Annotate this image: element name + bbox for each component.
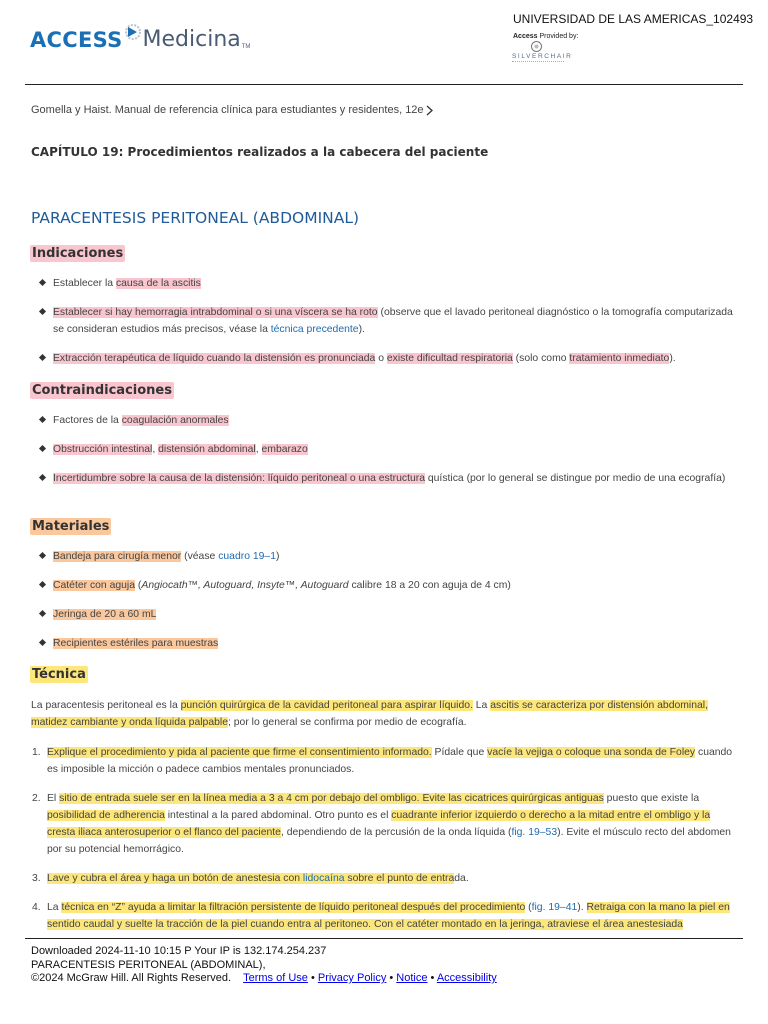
accessibility-link[interactable]: Accessibility <box>436 972 497 984</box>
list-item: Establecer si hay hemorragia intrabdominal o si una víscera se ha roto (observe que el lavado peritoneal diagnóstico o la tomografía computarizada se consideran estudios más precisos, véase la técnica precedente). <box>53 304 733 338</box>
list-item: Factores de la coagulación anormales <box>53 412 733 429</box>
list-item: Extracción terapéutica de líquido cuando la distensión es pronunciada o existe dificultad respiratoria (solo como tratamiento inmediato). <box>53 350 733 367</box>
heading-materiales: Materiales <box>32 519 110 534</box>
breadcrumb[interactable] <box>31 104 433 116</box>
copyright: ©2024 McGraw Hill. All Rights Reserved. <box>31 972 232 984</box>
fig-19-53-link[interactable]: fig. 19–53 <box>511 827 558 838</box>
logo-access-text: ACCESS <box>30 28 123 52</box>
provider-tagline-divider <box>512 61 564 63</box>
provider-name: SILVERCHAIR <box>512 53 573 60</box>
step-item: 1. Explique el procedimiento y pida al paciente que firme el consentimiento informado. Pídale que vacíe la vejiga o coloque una sonda de Foley cuando es imposible la micción o padece cambios mentales pronunciados. <box>32 747 733 775</box>
provided-by-access: Access <box>513 33 538 40</box>
institution-name: UNIVERSIDAD DE LAS AMERICAS_102493 <box>513 12 754 26</box>
privacy-policy-link[interactable]: Privacy Policy <box>317 972 387 984</box>
list-item: Incertidumbre sobre la causa de la distensión: líquido peritoneal o una estructura quística (por lo general se distingue por medio de una ecografía) <box>53 470 733 487</box>
provided-by-text: Provided by: <box>537 33 579 40</box>
list-item: Recipientes estériles para muestras <box>53 635 733 652</box>
list-item: Bandeja para cirugía menor (véase cuadro 19–1) <box>53 548 733 565</box>
site-header <box>0 0 768 85</box>
logo-medicina-text: Medicina <box>142 27 241 52</box>
step-item: 4. La técnica en “Z” ayuda a limitar la filtración persistente de líquido peritoneal después del procedimiento (fig. 19–41). Retraiga con la mano la piel en sentido caudal y suelte la tracción de la piel cuando entra al peritoneo. Con el catéter montado en la jeringa, atraviese el área anestesiada <box>32 902 730 930</box>
fig-19-41-link[interactable]: fig. 19–41 <box>531 902 578 913</box>
download-info: Downloaded 2024-11-10 10:15 P Your IP is 132.174.254.237 <box>31 945 327 957</box>
chevron-right-icon <box>426 105 433 116</box>
tecnica-steps <box>32 744 733 933</box>
step-item: 2. El sitio de entrada suele ser en la línea media a 3 a 4 cm por debajo del ombligo. Evite las cicatrices quirúrgicas antiguas puesto que existe la posibilidad de adherencia intestinal a la pared abdominal. Otro punto es el cuadrante inferior izquierdo o derecho a la mitad entre el ombligo y la cresta iliaca anterosuperior o el flanco del paciente, dependiendo de la percusión de la onda líquida (fig. 19–53). Evite el músculo recto del abdomen por su potencial hemorrágico. <box>32 793 731 855</box>
breadcrumb-book-title[interactable]: Gomella y Haist. Manual de referencia clínica para estudiantes y residentes, 12e <box>31 104 424 116</box>
list-item: Obstrucción intestinal, distensión abdominal, embarazo <box>53 441 733 458</box>
list-item: Jeringa de 20 a 60 mL <box>53 606 733 623</box>
tecnica-precedente-link[interactable]: técnica precedente <box>270 324 359 335</box>
header-divider <box>25 84 743 85</box>
footer-article-title: PARACENTESIS PERITONEAL (ABDOMINAL), <box>31 958 266 971</box>
lidocaina-link[interactable]: lidocaína <box>302 873 345 884</box>
terms-of-use-link[interactable]: Terms of Use <box>243 972 308 984</box>
tecnica-intro: La paracentesis peritoneal es la punción quirúrgica de la cavidad peritoneal para aspirar líquido. La ascitis se caracteriza por distensión abdominal, matidez cambiante y onda líquida palpable; por lo general se confirma por medio de ecografía. <box>31 700 708 728</box>
list-item: Establecer la causa de la ascitis <box>53 275 733 292</box>
cuadro-19-1-link[interactable]: cuadro 19–1 <box>218 551 276 562</box>
silverchair-badge-icon <box>531 41 542 52</box>
materiales-list <box>53 548 733 652</box>
logo-tm: TM <box>241 44 251 50</box>
contraindicaciones-list <box>53 412 733 487</box>
heading-indicaciones: Indicaciones <box>32 246 124 261</box>
list-item: Catéter con aguja (Angiocath™, Autoguard, Insyte™, Autoguard calibre 18 a 20 con aguja de 4 cm) <box>53 577 733 594</box>
chapter-title: CAPÍTULO 19: Procedimientos realizados a la cabecera del paciente <box>31 145 489 159</box>
notice-link[interactable]: Notice <box>396 972 428 984</box>
footer-divider <box>25 938 743 939</box>
footer-links-row: ©2024 McGraw Hill. All Rights Reserved. Terms of Use • Privacy Policy • Notice • Accessibility <box>31 972 497 984</box>
logo-gear-icon <box>124 20 142 52</box>
page-footer <box>31 945 497 986</box>
heading-tecnica: Técnica <box>32 667 86 682</box>
step-item: 3. Lave y cubra el área y haga un botón de anestesia con lidocaína sobre el punto de entrada. <box>32 873 469 884</box>
page-title: PARACENTESIS PERITONEAL (ABDOMINAL) <box>31 209 360 227</box>
heading-contraindicaciones: Contraindicaciones <box>32 383 172 398</box>
provided-by-label <box>513 33 578 40</box>
access-medicina-logo[interactable] <box>30 12 250 52</box>
indicaciones-list <box>53 275 733 367</box>
